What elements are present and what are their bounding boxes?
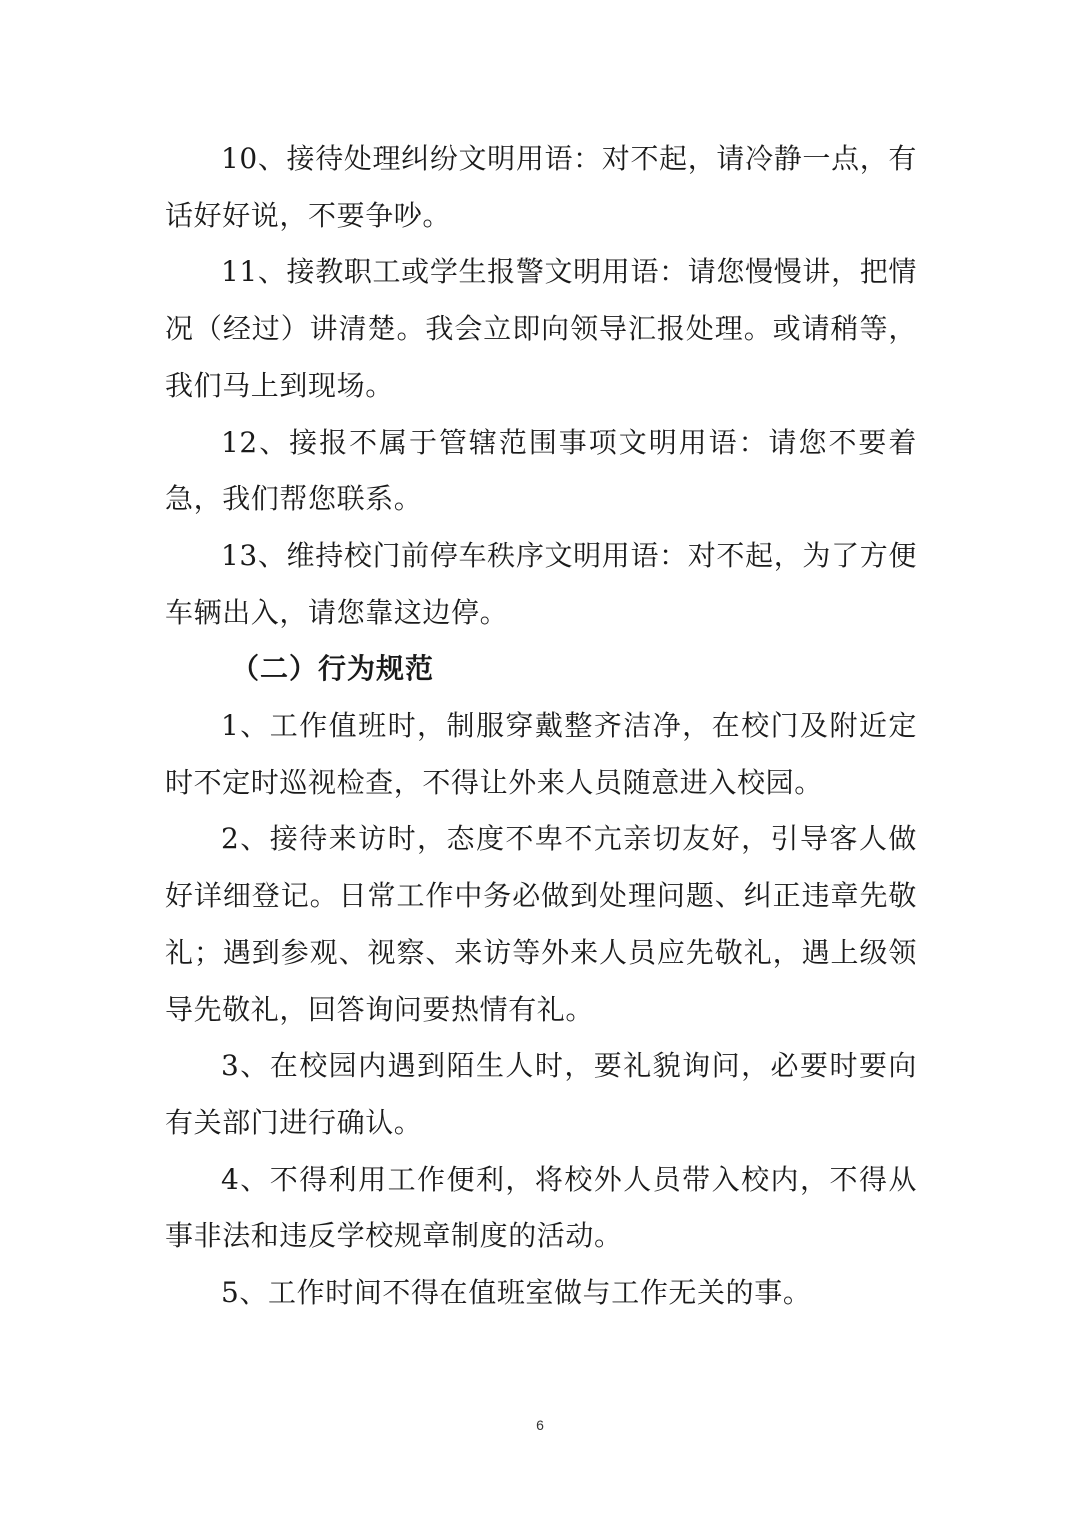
rule-item-4: 4、不得利用工作便利，将校外人员带入校内，不得从事非法和违反学校规章制度的活动。 [165,1162,917,1253]
rule-item-1: 1、工作值班时，制服穿戴整齐洁净，在校门及附近定时不定时巡视检查，不得让外来人员随意进入校园。 [165,709,917,799]
rule-item-5: 5、工作时间不得在值班室做与工作无关的事。 [221,1276,812,1310]
rule-item-2: 2、接待来访时，态度不卑不亢亲切友好，引导客人做好详细登记。日常工作中务必做到处理问题、纠正违章先敬礼；遇到参观、视察、来访等外来人员应先敬礼，遇上级领导先敬礼，回答询问要热情有礼。 [165,822,917,1026]
paragraph-item-13: 13、维持校门前停车秩序文明用语：对不起，为了方便车辆出入，请您靠这边停。 [165,538,917,629]
page-body [165,131,917,1322]
rule-item-3: 3、在校园内遇到陌生人时，要礼貌询问，必要时要向有关部门进行确认。 [165,1049,917,1139]
paragraph-item-11: 11、接教职工或学生报警文明用语：请您慢慢讲，把情况（经过）讲清楚。我会立即向领导汇报处理。或请稍等，我们马上到现场。 [165,255,917,402]
section-heading: （二）行为规范 [231,652,435,686]
paragraph-item-10: 10、接待处理纠纷文明用语：对不起，请冷静一点，有话好好说，不要争吵。 [165,142,917,232]
page-number: 6 [536,1417,544,1433]
paragraph-item-12: 12、接报不属于管辖范围事项文明用语：请您不要着急，我们帮您联系。 [165,425,917,516]
